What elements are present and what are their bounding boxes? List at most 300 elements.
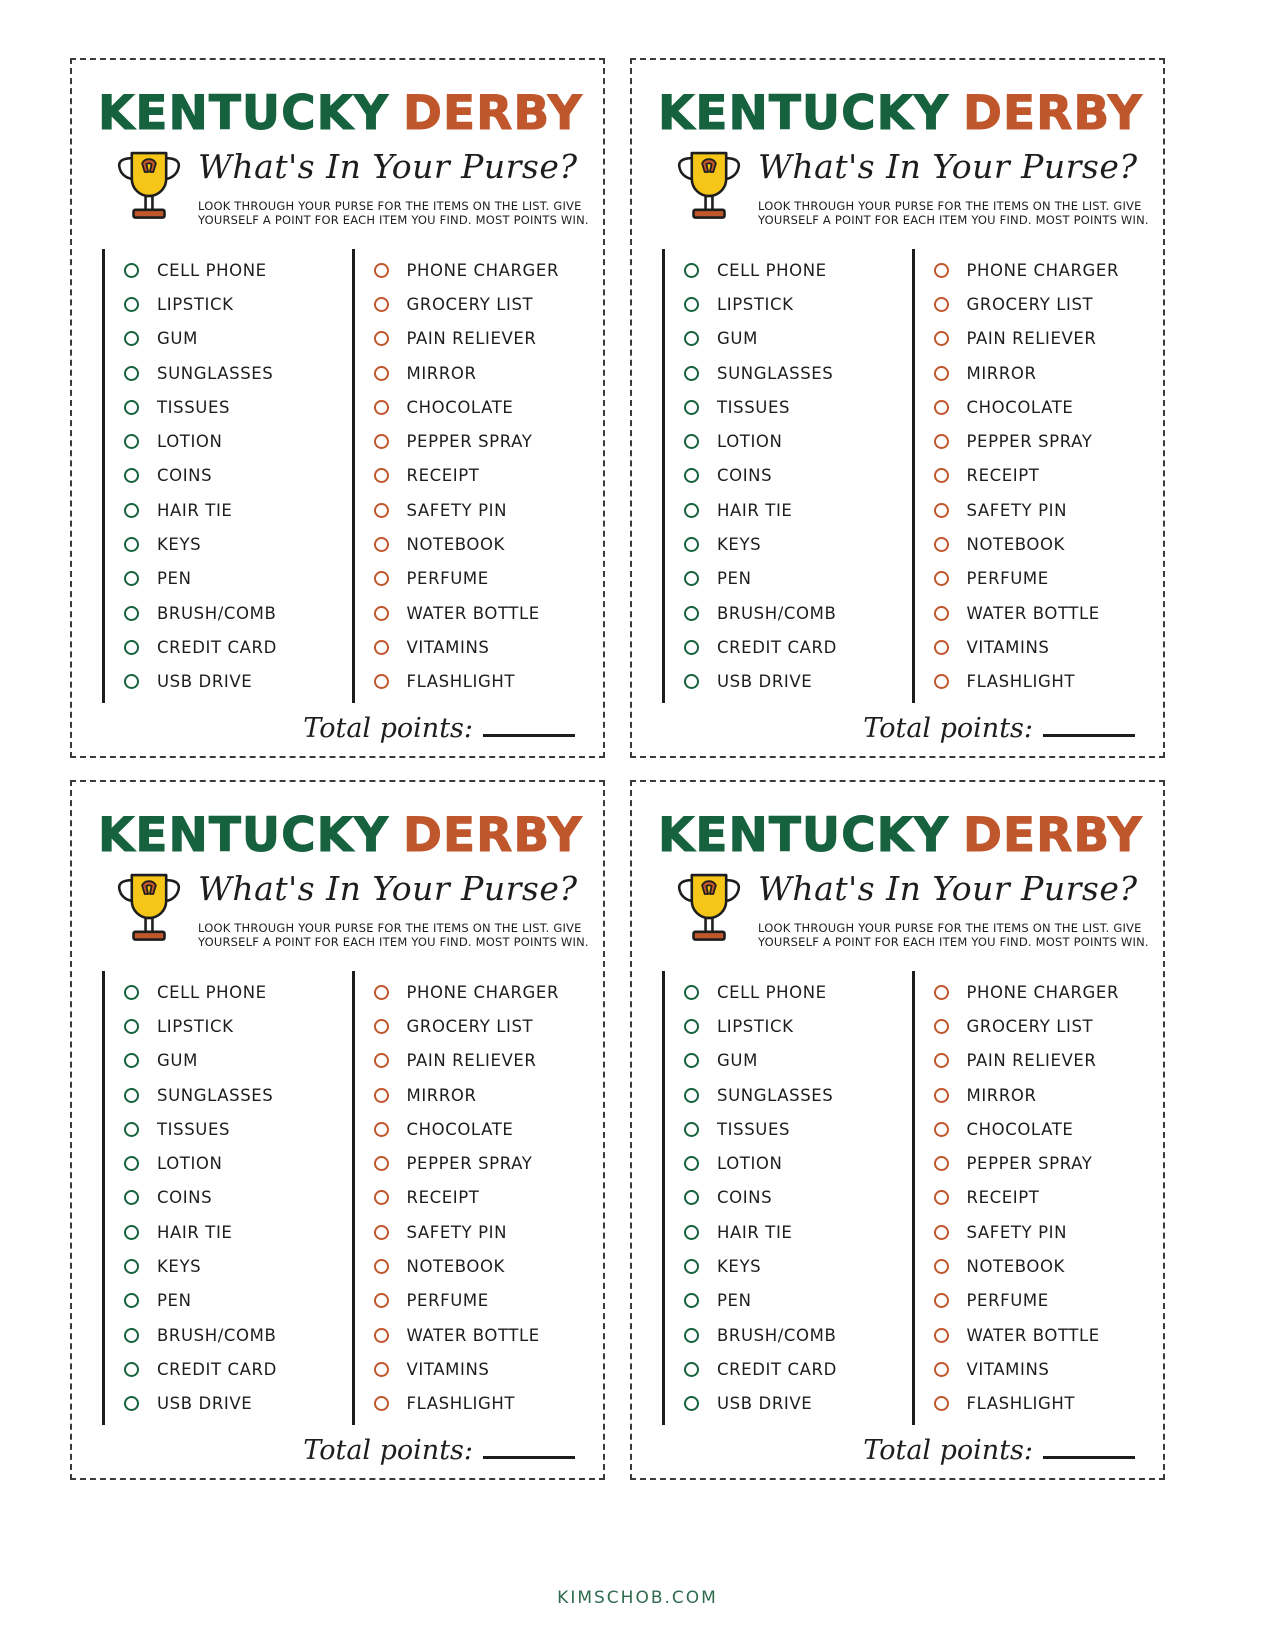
checkbox-circle-icon[interactable] [374, 1259, 389, 1274]
checklist-item-label: PEN [717, 569, 752, 589]
checklist-item[interactable] [684, 459, 888, 493]
checklist-item-label: CELL PHONE [717, 982, 827, 1002]
trophy-icon [106, 141, 192, 227]
checklist-item[interactable] [374, 322, 578, 356]
checkbox-circle-icon[interactable] [934, 571, 949, 586]
checklist-item[interactable] [124, 287, 328, 321]
checkbox-circle-icon[interactable] [124, 640, 139, 655]
checklist-item[interactable] [124, 1387, 328, 1421]
checklist-item[interactable] [934, 596, 1138, 630]
checklist-item-label: PHONE CHARGER [966, 260, 1120, 280]
checklist-item-label: PHONE CHARGER [406, 260, 560, 280]
column-rule [102, 971, 105, 1425]
checkbox-circle-icon[interactable] [684, 263, 699, 278]
column-rule [912, 971, 915, 1425]
checkbox-circle-icon[interactable] [684, 606, 699, 621]
checklist-item[interactable] [124, 1044, 328, 1078]
checklist-item[interactable] [934, 630, 1138, 664]
card-subtitle: What's In Your Purse? [758, 869, 1138, 908]
checkbox-circle-icon[interactable] [684, 366, 699, 381]
checklist-item-label: LOTION [717, 432, 783, 452]
checkbox-circle-icon[interactable] [934, 1225, 949, 1240]
checklist-item[interactable] [124, 1215, 328, 1249]
checkbox-circle-icon[interactable] [124, 537, 139, 552]
total-points-input[interactable] [1043, 1456, 1135, 1459]
checklist-item-label: CHOCOLATE [966, 397, 1074, 417]
checklist-item-label: GUM [157, 1051, 198, 1071]
checkbox-circle-icon[interactable] [124, 1293, 139, 1308]
checklist-item[interactable] [934, 527, 1138, 561]
checklist-column-right [348, 965, 578, 1431]
checklist-item-label: TISSUES [717, 397, 791, 417]
checklist-item[interactable] [934, 1249, 1138, 1283]
checklist-item[interactable] [934, 975, 1138, 1009]
checkbox-circle-icon[interactable] [124, 1225, 139, 1240]
checkbox-circle-icon[interactable] [374, 1293, 389, 1308]
checkbox-circle-icon[interactable] [124, 606, 139, 621]
checkbox-circle-icon[interactable] [684, 571, 699, 586]
column-rule [662, 249, 665, 703]
checklist-item-label: PEN [717, 1291, 752, 1311]
checkbox-circle-icon[interactable] [934, 1088, 949, 1103]
checklist-item-label: HAIR TIE [717, 500, 793, 520]
checklist-item[interactable] [934, 1044, 1138, 1078]
checkbox-circle-icon[interactable] [374, 1190, 389, 1205]
checkbox-circle-icon[interactable] [374, 537, 389, 552]
checklist-item-label: VITAMINS [406, 637, 490, 657]
checklist-item[interactable] [374, 1044, 578, 1078]
checklist-item[interactable] [124, 1009, 328, 1043]
card-instructions: LOOK THROUGH YOUR PURSE FOR THE ITEMS ON THE LIST. GIVE YOURSELF A POINT FOR EACH ITEM YOU FIND. MOST POINTS WIN. [198, 921, 589, 950]
checklist-item-label: RECEIPT [406, 466, 480, 486]
checkbox-circle-icon[interactable] [124, 297, 139, 312]
checklist-item-label: USB DRIVE [157, 672, 253, 692]
checklist-column-left [658, 243, 888, 709]
checklist-item[interactable] [934, 390, 1138, 424]
checklist-column-right [908, 965, 1138, 1431]
checkbox-circle-icon[interactable] [124, 400, 139, 415]
checkbox-circle-icon[interactable] [374, 606, 389, 621]
checkbox-circle-icon[interactable] [374, 331, 389, 346]
checklist-item[interactable] [684, 975, 888, 1009]
checkbox-circle-icon[interactable] [684, 331, 699, 346]
checkbox-circle-icon[interactable] [684, 434, 699, 449]
checkbox-circle-icon[interactable] [934, 1190, 949, 1205]
checklist-item[interactable] [374, 356, 578, 390]
checkbox-circle-icon[interactable] [934, 1156, 949, 1171]
checklist-item-label: LOTION [157, 1154, 223, 1174]
checklist-item-label: SAFETY PIN [406, 1222, 508, 1242]
checklist-item[interactable] [374, 630, 578, 664]
checklist-item[interactable] [124, 1181, 328, 1215]
checkbox-circle-icon[interactable] [934, 1053, 949, 1068]
checklist-right-items [348, 975, 578, 1421]
checkbox-circle-icon[interactable] [124, 1088, 139, 1103]
checklist-item[interactable] [684, 1112, 888, 1146]
checkbox-circle-icon[interactable] [124, 1156, 139, 1171]
checkbox-circle-icon[interactable] [124, 331, 139, 346]
checklist-column-right [348, 243, 578, 709]
checklist-item[interactable] [684, 1215, 888, 1249]
checklist-item-label: HAIR TIE [717, 1222, 793, 1242]
checkbox-circle-icon[interactable] [934, 263, 949, 278]
checklist-item-label: PEPPER SPRAY [966, 432, 1093, 452]
checklist-item-label: KEYS [717, 535, 762, 555]
checklist-item[interactable] [374, 1215, 578, 1249]
checklist-item[interactable] [124, 1284, 328, 1318]
checklist-item[interactable] [374, 1181, 578, 1215]
checklist-item[interactable] [374, 596, 578, 630]
checkbox-circle-icon[interactable] [124, 1122, 139, 1137]
checklist-item[interactable] [684, 390, 888, 424]
checklist-item-label: CREDIT CARD [157, 1359, 277, 1379]
checklist-item[interactable] [374, 665, 578, 699]
checkbox-circle-icon[interactable] [934, 503, 949, 518]
checkbox-circle-icon[interactable] [934, 297, 949, 312]
checklist-item-label: PHONE CHARGER [966, 982, 1120, 1002]
checkbox-circle-icon[interactable] [684, 985, 699, 1000]
total-points-input[interactable] [1043, 734, 1135, 737]
checklist-item-label: GROCERY LIST [966, 1016, 1094, 1036]
checkbox-circle-icon[interactable] [684, 1190, 699, 1205]
checkbox-circle-icon[interactable] [124, 571, 139, 586]
checklist-item-label: USB DRIVE [717, 672, 813, 692]
checklist-item-label: SUNGLASSES [717, 363, 834, 383]
checkbox-circle-icon[interactable] [374, 571, 389, 586]
checklist-item-label: PAIN RELIEVER [406, 1051, 537, 1071]
checkbox-circle-icon[interactable] [684, 1122, 699, 1137]
checklist-item[interactable] [934, 459, 1138, 493]
checklist-item-label: LIPSTICK [717, 294, 794, 314]
game-card-3 [70, 780, 605, 1480]
checklist-item-label: WATER BOTTLE [406, 603, 540, 623]
checklist-item[interactable] [684, 1352, 888, 1386]
checklist-item[interactable] [684, 1284, 888, 1318]
checkbox-circle-icon[interactable] [684, 1259, 699, 1274]
checklist-left-items [658, 975, 888, 1421]
checkbox-circle-icon[interactable] [684, 1053, 699, 1068]
checklist-columns [658, 965, 1137, 1431]
checklist-item[interactable] [684, 1249, 888, 1283]
checkbox-circle-icon[interactable] [124, 1362, 139, 1377]
checklist-item[interactable] [124, 630, 328, 664]
checkbox-circle-icon[interactable] [124, 503, 139, 518]
checkbox-circle-icon[interactable] [934, 1259, 949, 1274]
checkbox-circle-icon[interactable] [124, 468, 139, 483]
checklist-item-label: PAIN RELIEVER [966, 329, 1097, 349]
checklist-item[interactable] [124, 390, 328, 424]
checklist-item[interactable] [124, 424, 328, 458]
checkbox-circle-icon[interactable] [684, 1225, 699, 1240]
checklist-item-label: RECEIPT [966, 1188, 1040, 1208]
checklist-item[interactable] [934, 287, 1138, 321]
checklist-item[interactable] [124, 527, 328, 561]
checklist-item-label: PEPPER SPRAY [966, 1154, 1093, 1174]
checklist-right-items [348, 253, 578, 699]
checkbox-circle-icon[interactable] [374, 400, 389, 415]
checkbox-circle-icon[interactable] [124, 366, 139, 381]
checklist-column-left [658, 965, 888, 1431]
checkbox-circle-icon[interactable] [374, 1328, 389, 1343]
checklist-item[interactable] [374, 459, 578, 493]
checkbox-circle-icon[interactable] [374, 1053, 389, 1068]
checkbox-circle-icon[interactable] [934, 331, 949, 346]
checklist-item[interactable] [124, 596, 328, 630]
checkbox-circle-icon[interactable] [374, 985, 389, 1000]
checkbox-circle-icon[interactable] [684, 1019, 699, 1034]
card-title [658, 86, 1143, 141]
checklist-item[interactable] [124, 1146, 328, 1180]
checkbox-circle-icon[interactable] [684, 1396, 699, 1411]
game-card-2 [630, 58, 1165, 758]
checkbox-circle-icon[interactable] [934, 606, 949, 621]
checklist-item[interactable] [934, 1181, 1138, 1215]
title-word-derby: DERBY [963, 86, 1143, 141]
checklist-item-label: PHONE CHARGER [406, 982, 560, 1002]
checklist-item-label: RECEIPT [966, 466, 1040, 486]
checkbox-circle-icon[interactable] [124, 434, 139, 449]
card-title [98, 808, 583, 863]
checklist-item[interactable] [374, 975, 578, 1009]
checklist-item[interactable] [124, 1352, 328, 1386]
checklist-item[interactable] [684, 527, 888, 561]
card-subtitle: What's In Your Purse? [758, 147, 1138, 186]
checklist-item-label: CELL PHONE [717, 260, 827, 280]
checklist-item[interactable] [684, 1181, 888, 1215]
checklist-item[interactable] [374, 1009, 578, 1043]
checklist-left-items [98, 975, 328, 1421]
checklist-item[interactable] [374, 287, 578, 321]
total-points-input[interactable] [483, 734, 575, 737]
checkbox-circle-icon[interactable] [374, 1088, 389, 1103]
checklist-item[interactable] [684, 1146, 888, 1180]
checklist-item-label: CHOCOLATE [406, 1119, 514, 1139]
checklist-item[interactable] [684, 1387, 888, 1421]
checkbox-circle-icon[interactable] [934, 1396, 949, 1411]
checklist-item-label: MIRROR [966, 1085, 1037, 1105]
checkbox-circle-icon[interactable] [934, 366, 949, 381]
checklist-item[interactable] [374, 1318, 578, 1352]
checkbox-circle-icon[interactable] [684, 1088, 699, 1103]
checklist-item[interactable] [684, 1078, 888, 1112]
checklist-item-label: SAFETY PIN [406, 500, 508, 520]
checklist-item[interactable] [684, 665, 888, 699]
checklist-item-label: PEPPER SPRAY [406, 1154, 533, 1174]
checklist-item[interactable] [934, 424, 1138, 458]
checklist-item[interactable] [124, 665, 328, 699]
checklist-item[interactable] [684, 253, 888, 287]
checkbox-circle-icon[interactable] [934, 1328, 949, 1343]
checklist-item[interactable] [934, 322, 1138, 356]
checklist-item[interactable] [374, 493, 578, 527]
checklist-item[interactable] [374, 1284, 578, 1318]
checklist-item[interactable] [124, 493, 328, 527]
checklist-item[interactable] [374, 1112, 578, 1146]
checklist-item[interactable] [124, 1249, 328, 1283]
checklist-column-left [98, 965, 328, 1431]
checklist-item-label: CREDIT CARD [157, 637, 277, 657]
checklist-item[interactable] [684, 596, 888, 630]
checkbox-circle-icon[interactable] [124, 674, 139, 689]
checklist-item-label: COINS [157, 466, 213, 486]
checkbox-circle-icon[interactable] [124, 985, 139, 1000]
checklist-item[interactable] [374, 527, 578, 561]
card-subtitle: What's In Your Purse? [198, 147, 578, 186]
checkbox-circle-icon[interactable] [684, 400, 699, 415]
checklist-item[interactable] [684, 1009, 888, 1043]
column-rule [102, 249, 105, 703]
checkbox-circle-icon[interactable] [124, 1053, 139, 1068]
total-points-label: Total points: [303, 713, 473, 744]
checkbox-circle-icon[interactable] [934, 1362, 949, 1377]
checkbox-circle-icon[interactable] [684, 297, 699, 312]
checklist-item[interactable] [934, 1215, 1138, 1249]
checkbox-circle-icon[interactable] [934, 1019, 949, 1034]
trophy-icon [666, 863, 752, 949]
checklist-item[interactable] [934, 562, 1138, 596]
checklist-item-label: KEYS [717, 1257, 762, 1277]
checkbox-circle-icon[interactable] [124, 1019, 139, 1034]
checklist-item-label: PERFUME [406, 1291, 489, 1311]
checkbox-circle-icon[interactable] [934, 434, 949, 449]
trophy-icon [106, 863, 192, 949]
subtitle-row [658, 863, 1149, 950]
checklist-item[interactable] [934, 1318, 1138, 1352]
checklist-item-label: CELL PHONE [157, 260, 267, 280]
checkbox-circle-icon[interactable] [684, 468, 699, 483]
checklist-item[interactable] [684, 1044, 888, 1078]
checklist-item[interactable] [934, 356, 1138, 390]
checklist-item[interactable] [124, 459, 328, 493]
checklist-item-label: FLASHLIGHT [406, 1394, 516, 1414]
checkbox-circle-icon[interactable] [374, 297, 389, 312]
checklist-item[interactable] [374, 1249, 578, 1283]
column-rule [662, 971, 665, 1425]
checklist-item-label: MIRROR [966, 363, 1037, 383]
checklist-item[interactable] [374, 1078, 578, 1112]
checkbox-circle-icon[interactable] [374, 1225, 389, 1240]
checklist-item[interactable] [684, 562, 888, 596]
game-card-4 [630, 780, 1165, 1480]
checklist-item[interactable] [374, 1352, 578, 1386]
subtitle-row [98, 863, 589, 950]
checklist-item[interactable] [124, 253, 328, 287]
checklist-item[interactable] [124, 975, 328, 1009]
checkbox-circle-icon[interactable] [934, 1122, 949, 1137]
checklist-item[interactable] [684, 424, 888, 458]
checklist-item[interactable] [934, 1146, 1138, 1180]
checklist-item[interactable] [934, 665, 1138, 699]
checkbox-circle-icon[interactable] [684, 674, 699, 689]
checkbox-circle-icon[interactable] [374, 503, 389, 518]
checkbox-circle-icon[interactable] [684, 503, 699, 518]
card-subtitle: What's In Your Purse? [198, 869, 578, 908]
checkbox-circle-icon[interactable] [684, 1362, 699, 1377]
checklist-item-label: SUNGLASSES [157, 1085, 274, 1105]
checkbox-circle-icon[interactable] [934, 468, 949, 483]
total-points-row [863, 1435, 1135, 1466]
checkbox-circle-icon[interactable] [374, 1362, 389, 1377]
checklist-item[interactable] [934, 1352, 1138, 1386]
checkbox-circle-icon[interactable] [374, 640, 389, 655]
checkbox-circle-icon[interactable] [934, 640, 949, 655]
checkbox-circle-icon[interactable] [374, 674, 389, 689]
checklist-item-label: FLASHLIGHT [966, 1394, 1076, 1414]
checklist-item[interactable] [124, 562, 328, 596]
checkbox-circle-icon[interactable] [934, 674, 949, 689]
checkbox-circle-icon[interactable] [374, 468, 389, 483]
checkbox-circle-icon[interactable] [124, 263, 139, 278]
checklist-item[interactable] [684, 1318, 888, 1352]
checklist-item[interactable] [684, 493, 888, 527]
checklist-item-label: BRUSH/COMB [717, 1325, 837, 1345]
checklist-item[interactable] [124, 1112, 328, 1146]
checklist-item[interactable] [374, 1146, 578, 1180]
checkbox-circle-icon[interactable] [934, 1293, 949, 1308]
checklist-item[interactable] [934, 253, 1138, 287]
checkbox-circle-icon[interactable] [124, 1328, 139, 1343]
checklist-item[interactable] [374, 1387, 578, 1421]
checklist-item[interactable] [124, 1318, 328, 1352]
checklist-item[interactable] [934, 1009, 1138, 1043]
checklist-item[interactable] [684, 630, 888, 664]
checklist-item[interactable] [124, 322, 328, 356]
checklist-item[interactable] [124, 356, 328, 390]
checkbox-circle-icon[interactable] [374, 1156, 389, 1171]
checklist-item-label: WATER BOTTLE [406, 1325, 540, 1345]
checkbox-circle-icon[interactable] [374, 1019, 389, 1034]
title-word-derby: DERBY [963, 808, 1143, 863]
checklist-item[interactable] [374, 424, 578, 458]
checkbox-circle-icon[interactable] [684, 1328, 699, 1343]
checkbox-circle-icon[interactable] [124, 1259, 139, 1274]
card-instructions: LOOK THROUGH YOUR PURSE FOR THE ITEMS ON THE LIST. GIVE YOURSELF A POINT FOR EACH ITEM YOU FIND. MOST POINTS WIN. [758, 921, 1149, 950]
total-points-input[interactable] [483, 1456, 575, 1459]
checkbox-circle-icon[interactable] [374, 263, 389, 278]
checkbox-circle-icon[interactable] [124, 1190, 139, 1205]
checklist-item[interactable] [374, 253, 578, 287]
checklist-item-label: CREDIT CARD [717, 637, 837, 657]
checklist-item[interactable] [934, 1112, 1138, 1146]
checklist-item[interactable] [934, 493, 1138, 527]
checkbox-circle-icon[interactable] [374, 366, 389, 381]
checkbox-circle-icon[interactable] [934, 985, 949, 1000]
checklist-item[interactable] [934, 1078, 1138, 1112]
checklist-item[interactable] [684, 287, 888, 321]
checklist-item[interactable] [374, 390, 578, 424]
checkbox-circle-icon[interactable] [374, 1122, 389, 1137]
checklist-item-label: SAFETY PIN [966, 1222, 1068, 1242]
checklist-item[interactable] [684, 356, 888, 390]
checkbox-circle-icon[interactable] [684, 537, 699, 552]
checklist-item[interactable] [374, 562, 578, 596]
title-word-kentucky: KENTUCKY [658, 808, 950, 863]
checkbox-circle-icon[interactable] [374, 1396, 389, 1411]
checklist-item[interactable] [934, 1387, 1138, 1421]
checklist-item-label: WATER BOTTLE [966, 603, 1100, 623]
checkbox-circle-icon[interactable] [684, 1156, 699, 1171]
checklist-item[interactable] [124, 1078, 328, 1112]
checkbox-circle-icon[interactable] [124, 1396, 139, 1411]
checklist-item[interactable] [684, 322, 888, 356]
checklist-item[interactable] [934, 1284, 1138, 1318]
checkbox-circle-icon[interactable] [684, 1293, 699, 1308]
checkbox-circle-icon[interactable] [374, 434, 389, 449]
checkbox-circle-icon[interactable] [934, 400, 949, 415]
checkbox-circle-icon[interactable] [934, 537, 949, 552]
checklist-item-label: TISSUES [157, 1119, 231, 1139]
checkbox-circle-icon[interactable] [684, 640, 699, 655]
